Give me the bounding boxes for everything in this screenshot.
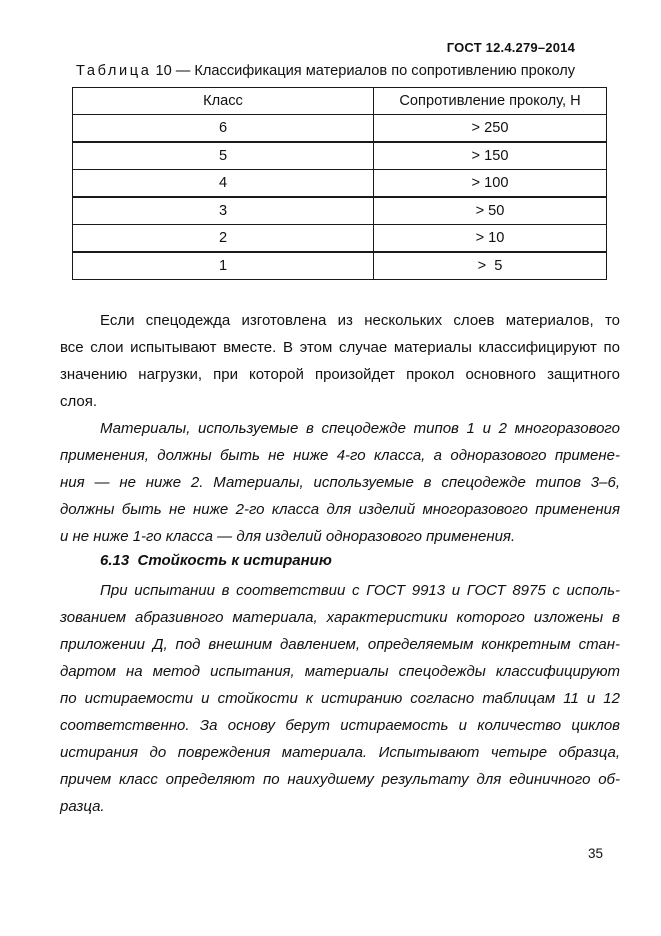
paragraph-line: и не ниже 1-го класса — для изделий одноразового применения.: [60, 528, 516, 545]
paragraph-line: причем класс определяют по наихудшему результату для единичного об-: [60, 771, 620, 788]
paragraph-line: соответственно. За основу берут истираемость и количество циклов: [60, 717, 620, 734]
resistance-cell: > 150: [374, 142, 607, 170]
class-cell: 5: [73, 142, 374, 170]
paragraph-line: Материалы, используемые в спецодежде типов 1 и 2 многоразового: [100, 420, 620, 437]
paragraph-line: Если спецодежда изготовлена из нескольких слоев материалов, то: [100, 312, 620, 329]
resistance-cell: > 100: [374, 170, 607, 198]
resistance-cell: > 250: [374, 115, 607, 143]
class-cell: 3: [73, 197, 374, 225]
resistance-cell: > 50: [374, 197, 607, 225]
paragraph-line: должны быть не ниже 2-го класса для изделий многоразового применения: [60, 501, 620, 518]
paragraph-line: слоя.: [60, 393, 98, 410]
table-row: [73, 142, 607, 170]
document-code: ГОСТ 12.4.279–2014: [446, 40, 575, 55]
table-row: [73, 225, 607, 253]
class-cell: 1: [73, 252, 374, 280]
paragraph-line: применения, должны быть не ниже 4-го класса, а одноразового примене-: [60, 447, 620, 464]
paragraph-line: При испытании в соответствии с ГОСТ 9913 и ГОСТ 8975 с исполь-: [100, 582, 620, 599]
table-caption-label: Таблица: [76, 63, 152, 79]
class-cell: 6: [73, 115, 374, 143]
class-cell: 2: [73, 225, 374, 253]
paragraph-line: дартом на метод испытания, материалы спецодежды классифицируют: [60, 663, 620, 680]
paragraph-line: ния — не ниже 2. Материалы, используемые в спецодежде типов 3–6,: [60, 474, 620, 491]
column-header-class: Класс: [73, 88, 374, 115]
page-number: 35: [587, 846, 603, 861]
paragraph-line: истирания до повреждения материала. Испытывают четыре образца,: [60, 744, 620, 761]
classification-table: [72, 87, 607, 280]
paragraph-line: значению нагрузки, при которой произойдет прокол основного защитного: [60, 366, 620, 383]
resistance-cell: > 10: [374, 225, 607, 253]
paragraph-abrasion: [60, 577, 620, 820]
paragraph-line: все слои испытывают вместе. В этом случае материалы классифицируют по: [60, 339, 620, 356]
paragraph-line: зованием абразивного материала, характеристики которого изложены в: [60, 609, 620, 626]
table-row: [73, 197, 607, 225]
resistance-cell: > 5: [374, 252, 607, 280]
table-row: [73, 252, 607, 280]
paragraph-material-classes: [60, 415, 620, 550]
paragraph-line: приложении Д, под внешним давлением, определяемым конкретным стан-: [60, 636, 620, 653]
table-header-row: [73, 88, 607, 115]
table-row: [73, 170, 607, 198]
paragraph-multilayer: [60, 307, 620, 415]
paragraph-line: разца.: [60, 798, 105, 815]
table-row: [73, 115, 607, 143]
paragraph-line: по истираемости и стойкости к истиранию согласно таблицам 11 и 12: [60, 690, 620, 707]
class-cell: 4: [73, 170, 374, 198]
section-heading: 6.13 Стойкость к истиранию: [100, 552, 332, 569]
table-caption-text: 10 — Классификация материалов по сопротивлению проколу: [155, 63, 576, 79]
table-caption: [76, 63, 575, 79]
column-header-resistance: Сопротивление проколу, Н: [374, 88, 607, 115]
